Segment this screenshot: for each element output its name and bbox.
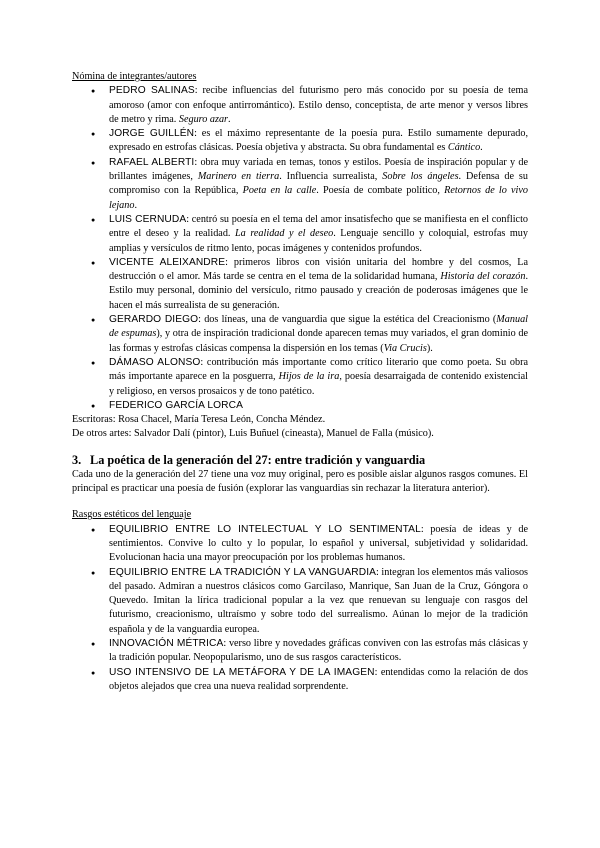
text-tail: .	[134, 199, 138, 211]
list-item-rasgo	[109, 523, 528, 566]
author-name: RAFAEL ALBERTI	[109, 156, 195, 168]
text-segment: . Defensa de su compromiso con la República,	[109, 171, 528, 197]
rasgo-description: : verso libre y novedades gráficas conviven con las estrofas más clásicas y la tradición popular. Neopopularismo, uno de sus rasgos característicos.	[109, 637, 528, 664]
section-title-text: La poética de la generación del 27: entre tradición y vanguardia	[90, 452, 426, 467]
work-title: Sobre los ángeles	[382, 171, 459, 183]
author-description: : obra muy variada en temas, tonos y estilos. Poesía de inspiración popular y de brillantes imágenes,	[109, 156, 528, 183]
list-item-alonso	[109, 356, 528, 399]
list-item-cernuda	[109, 213, 528, 256]
list-item-aleixandre	[109, 256, 528, 313]
author-description: : recibe influencias del futurismo pero más conocido por su poesía de tema amoroso (amor con enfoque antirromántico). Estilo denso, conceptista, de arte menor y versos libres de metro y rima.	[109, 85, 528, 125]
work-title: Hijos de la ira	[278, 371, 340, 383]
section-intro: Cada uno de la generación del 27 tiene una voz muy original, pero es posible aislar algunos rasgos comunes. El principal es practicar una poesía de fusión (explorar las vanguardias sin rechazar la literatura anterior).	[72, 468, 528, 495]
text-tail: . Lenguaje sencillo y coloquial, estrofas muy amplias y versículos de ritmo lento, pocas imágenes y contenidos profundos.	[109, 228, 528, 254]
rasgo-description: : entendidas como la relación de dos objetos alejados que crea una nueva realidad sorprendente.	[109, 666, 528, 692]
text-tail: . Estilo muy personal, dominio del versículo, ritmo pausado y creación de poderosas imágenes que le hacen el más surrealista de su generación.	[109, 271, 528, 311]
rasgo-description: : poesía de ideas y de sentimientos. Convive lo culto y lo popular, lo español y universal, subjetividad y solidaridad. Evolucionan hacia una mayor preocupación por los problemas humanos.	[109, 523, 528, 564]
escritoras-line: Escritoras: Rosa Chacel, María Teresa León, Concha Méndez.	[72, 414, 326, 426]
work-title: Retornos de lo vivo lejano	[109, 185, 528, 211]
work-title: La realidad y el deseo	[235, 228, 334, 240]
text-tail: ).	[426, 342, 433, 354]
list-item-rasgo	[109, 637, 528, 666]
author-name: LUIS CERNUDA	[109, 213, 187, 225]
rasgo-name: EQUILIBRIO ENTRE LA TRADICIÓN Y LA VANGUARDIA	[109, 566, 377, 578]
list-item-lorca	[109, 399, 528, 413]
nomina-list	[72, 84, 528, 413]
text-tail: .	[228, 113, 231, 125]
author-name: PEDRO SALINAS	[109, 85, 195, 97]
list-item-alberti	[109, 156, 528, 213]
document-page	[72, 70, 528, 694]
rasgos-heading: Rasgos estéticos del lenguaje	[72, 509, 192, 521]
rasgo-name: EQUILIBRIO ENTRE LO INTELECTUAL Y LO SENTIMENTAL	[109, 523, 421, 535]
work-title: Seguro azar	[178, 113, 229, 125]
author-description: : centró su poesía en el tema del amor insatisfecho que se manifiesta en el conflicto entre el deseo y la realidad.	[109, 213, 528, 240]
rasgo-description: : integran los elementos más valiosos del pasado. Admiran a nuestros clásicos como Garcilaso, Manrique, San Juan de la Cruz, Góngora o Quevedo. Imitan la lírica tradicional popular a la vez que renuevan su lenguaje con rasgos del futurismo, creacionismo, ultraísmo y sobre todo del surrealismo. Aúnan lo mejor de la tradición española y de la vanguardia europea.	[109, 566, 528, 635]
otras-artes-line: De otros artes: Salvador Dalí (pintor), Luis Buñuel (cineasta), Manuel de Falla (músico).	[72, 428, 434, 440]
author-description: : contribución más importante como crítico literario que como poeta. Su obra más importante aparece en la posguerra,	[109, 356, 528, 383]
section-number: 3.	[72, 452, 82, 467]
rasgo-name: INNOVACIÓN MÉTRICA	[109, 637, 224, 649]
author-description: : dos líneas, una de vanguardia que sigue la estética del Creacionismo (	[198, 314, 497, 326]
work-title: Historia del corazón	[440, 271, 526, 283]
author-name: DÁMASO ALONSO	[109, 356, 201, 368]
text-tail: .	[480, 142, 483, 154]
rasgos-list	[72, 523, 528, 695]
work-title: Marinero en tierra	[197, 171, 280, 183]
work-title: Poeta en la calle	[242, 185, 317, 197]
nomina-heading: Nómina de integrantes/autores	[72, 71, 197, 82]
author-name: JORGE GUILLÉN	[109, 128, 195, 140]
section-title	[72, 452, 528, 468]
list-item-rasgo	[109, 566, 528, 637]
text-segment: . Poesía de combate político,	[316, 185, 445, 197]
text-tail: , poesía desarraigada de contenido existencial y religioso, en versos prosaicos y de tono patético.	[109, 371, 528, 397]
work-title: Via Crucis	[383, 342, 427, 354]
work-title: Manual de espumas	[109, 314, 528, 340]
author-description: : es el máximo representante de la poesía pura. Estilo sumamente depurado, expresado en estrofas clásicas. Poesía objetiva y abstracta. Su obra fundamental es	[109, 128, 528, 154]
list-item-rasgo	[109, 666, 528, 695]
list-item-diego	[109, 313, 528, 356]
rasgo-name: USO INTENSIVO DE LA METÁFORA Y DE LA IMAGEN	[109, 666, 375, 678]
spacer	[72, 496, 528, 508]
text-segment: . Influencia surrealista,	[279, 171, 383, 183]
list-item-salinas	[109, 84, 528, 127]
text-segment: ), y otra de inspiración tradicional donde aparecen temas muy variados, el gran dominio de las formas y estrofas clásicas compensa la dispersión en los temas (	[109, 328, 528, 354]
author-name: FEDERICO GARCÍA LORCA	[109, 399, 243, 411]
work-title: Cántico	[447, 142, 481, 154]
author-description: : primeros libros con visión unitaria del hombre y del cosmos, La destrucción o el amor. Más tarde se centra en el tema de la solidaridad humana,	[109, 256, 528, 283]
list-item-guillen	[109, 127, 528, 156]
author-name: VICENTE ALEIXANDRE	[109, 256, 226, 268]
author-name: GERARDO DIEGO	[109, 314, 199, 326]
